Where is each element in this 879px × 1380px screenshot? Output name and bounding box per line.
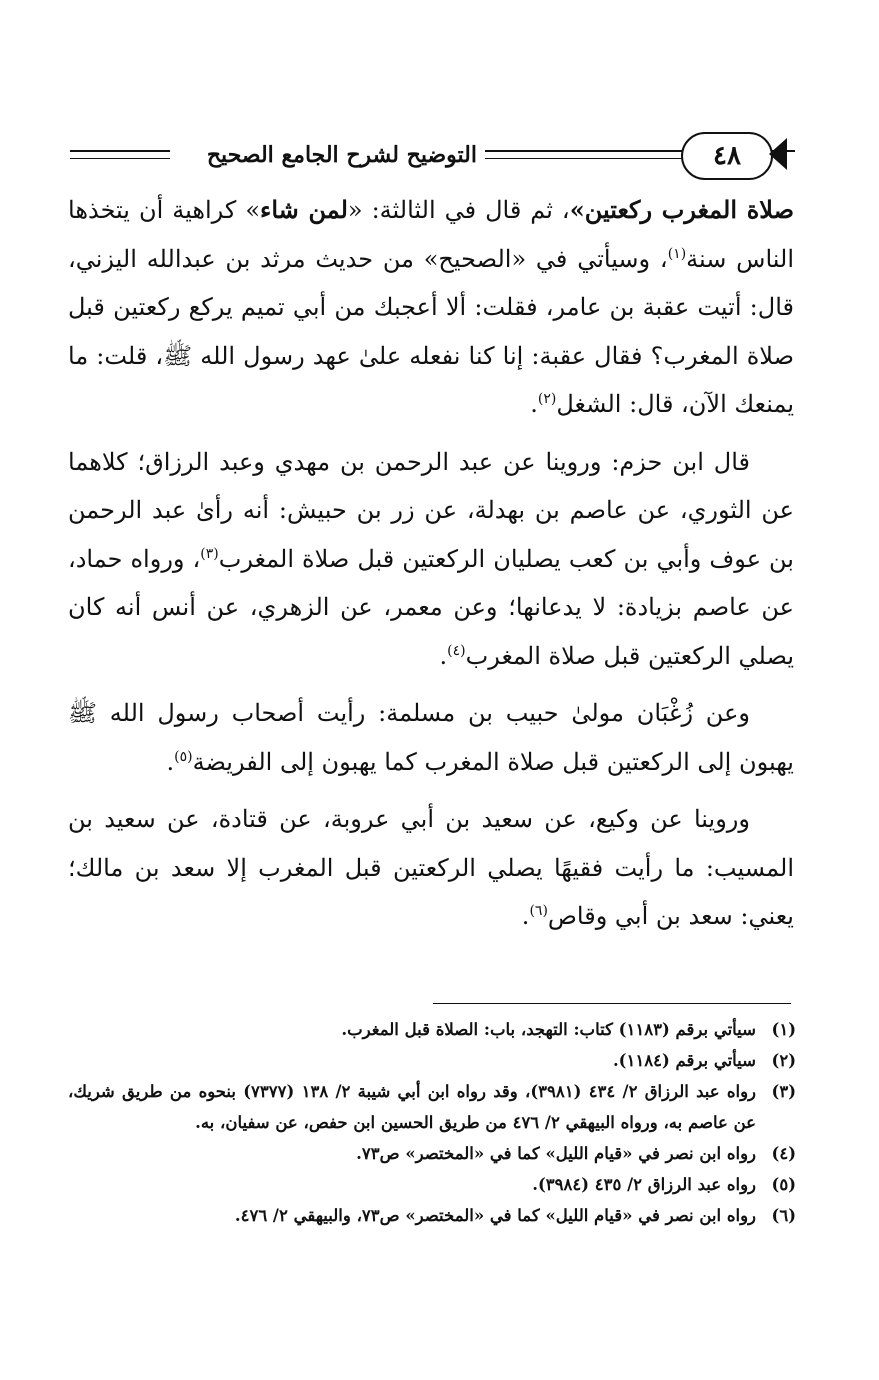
bold-phrase: صلاة المغرب ركعتين» xyxy=(569,195,795,224)
footnote-item xyxy=(68,1045,796,1076)
page-number: ٤٨ xyxy=(713,141,741,171)
paragraph-4: وروينا عن وكيع، عن سعيد بن أبي عروبة، عن قتادة، عن سعيد بن المسيب: ما رأيت فقيهًا يصلي الركعتين قبل المغرب إلا سعد بن مالك؛ يعني: سعد بن أبي وقاص$^{(٦)}$. xyxy=(68,805,794,930)
book-title: التوضيح لشرح الجامع الصحيح xyxy=(199,142,485,168)
paragraph-3: وعن زُغْبَان مولىٰ حبيب بن مسلمة: رأيت أصحاب رسول الله ﷺ يهبون إلى الركعتين قبل صلاة المغرب كما يهبون إلى الفريضة$^{(٥)}$. xyxy=(68,699,794,776)
footnote-number: (٥) xyxy=(771,1175,796,1194)
footnote-number: (٦) xyxy=(771,1206,796,1225)
footnote-text: سيأتي برقم (١١٨٤). xyxy=(612,1051,756,1070)
footnote-ref[interactable]: (٥) xyxy=(174,748,193,765)
footnote-text: رواه ابن نصر في «قيام الليل» كما في «المختصر» ص٧٣. xyxy=(356,1144,756,1163)
footnote-text: رواه عبد الرزاق ٢/ ٤٣٤ (٣٩٨١)، وقد رواه ابن أبي شيبة ٢/ ١٣٨ (٧٣٧٧) بنحوه من طريق شريك، عن عاصم به، ورواه البيهقي ٢/ ٤٧٦ من طريق الحسين ابن حفص، عن سفيان، به. xyxy=(68,1082,757,1132)
footnote-text: رواه ابن نصر في «قيام الليل» كما في «المختصر» ص٧٣، والبيهقي ٢/ ٤٧٦. xyxy=(234,1206,756,1225)
header-rule-left-top xyxy=(70,150,170,152)
footnote-number: (١) xyxy=(771,1020,796,1039)
footnote-item xyxy=(68,1200,796,1231)
badge-arrow-icon xyxy=(769,138,787,170)
main-text xyxy=(68,186,794,950)
footnote-item xyxy=(68,1014,796,1045)
footnote-ref[interactable]: (١) xyxy=(667,245,687,262)
footnote-item xyxy=(68,1076,796,1138)
footnote-separator xyxy=(433,1003,791,1004)
footnote-number: (٢) xyxy=(771,1051,796,1070)
footnote-ref[interactable]: (٢) xyxy=(537,391,557,407)
footnote-item xyxy=(68,1138,796,1169)
footnote-ref[interactable]: (٤) xyxy=(447,642,466,659)
footnote-ref[interactable]: (٣) xyxy=(200,545,219,562)
page-number-badge xyxy=(681,132,773,180)
footnotes xyxy=(68,1014,796,1231)
footnote-ref[interactable]: (٦) xyxy=(529,903,548,919)
footnote-text: سيأتي برقم (١١٨٣) كتاب: التهجد، باب: الصلاة قبل المغرب. xyxy=(341,1020,756,1039)
footnote-number: (٣) xyxy=(771,1082,796,1101)
header-rule-left-bottom xyxy=(70,158,170,159)
paragraph-2: قال ابن حزم: وروينا عن عبد الرحمن بن مهدي وعبد الرزاق؛ كلاهما عن الثوري، عن عاصم بن بهدلة، عن زر بن حبيش: أنه رأىٰ عبد الرحمن بن عوف وأبي بن كعب يصليان الركعتين قبل صلاة المغرب$^{(٣)}$، ورواه حماد، عن عاصم بزيادة: لا يدعانها؛ وعن معمر، عن الزهري، عن أنس أنه كان يصلي الركعتين قبل صلاة المغرب$^{(٤)}$. xyxy=(68,447,794,670)
bold-phrase: لمن شاء xyxy=(260,195,348,224)
paragraph-1: صلاة المغرب ركعتين»، ثم قال في الثالثة: «لمن شاء» كراهية أن يتخذها الناس سنة$^{(١)}$، وسيأتي في «الصحيح» من حديث مرثد بن عبدالله اليزني، قال: أتيت عقبة بن عامر، فقلت: ألا أعجبك من أبي تميم يركع ركعتين قبل صلاة المغرب؟ فقال عقبة: إنا كنا نفعله علىٰ عهد رسول الله ﷺ، قلت: ما يمنعك الآن، قال: الشغل$^{(٢)}$. xyxy=(68,195,795,418)
footnote-item xyxy=(68,1169,796,1200)
footnote-text: رواه عبد الرزاق ٢/ ٤٣٥ (٣٩٨٤). xyxy=(532,1175,756,1194)
footnote-number: (٤) xyxy=(771,1144,796,1163)
running-header xyxy=(70,128,795,188)
